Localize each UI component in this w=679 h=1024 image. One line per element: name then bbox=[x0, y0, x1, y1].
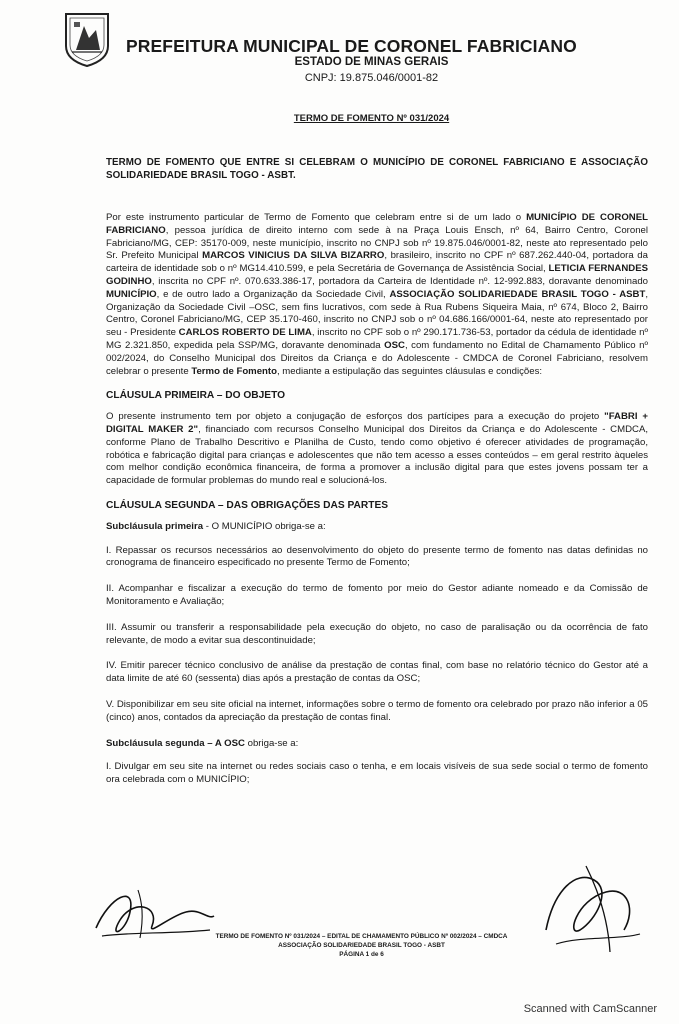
obligation-item: III. Assumir ou transferir a responsabilidade pela execução do objeto, no caso de paralisação ou da ocorrência de fato relevante, de modo a evitar sua descontinuidade; bbox=[106, 621, 648, 646]
preamble-text: , Organização da Sociedade Civil –OSC, sem fins lucrativos, com sede à Rua Rubens Siqueira Maia, nº 674, Bloco 2, Bairro Centro, Coronel Fabriciano/MG, CEP 35.170-460, inscrito no CNPJ sob o nº 04.686.166/0001-64, neste ato representado por seu - Presidente bbox=[106, 288, 648, 339]
preamble-text: , inscrito no CPF sob o nº 290.171.736-53, portador da cédula de identidade nº MG 2.321.850, expedida pela SSP/MG, doravante denominada bbox=[106, 327, 648, 351]
footer-line: ASSOCIAÇÃO SOLIDARIEDADE BRASIL TOGO - ASBT bbox=[278, 942, 445, 950]
subclause-2-title bbox=[106, 738, 648, 751]
obligation-item: I. Repassar os recursos necessários ao desenvolvimento do objeto do presente termo de fomento nas datas definidas no cronograma de financeiro especificado no presente Termo de Fomento; bbox=[106, 544, 648, 569]
preamble-text: , pessoa jurídica de direito interno com sede à na Praça Louis Ensch, nº 64, Bairro Centro, Coronel Fabriciano/MG, CEP: 35170-009, neste município, inscrito no CNPJ sob nº 19.875.046/0001-82, neste ato representado pelo Sr. Prefeito Municipal bbox=[106, 224, 648, 262]
preamble-text: , com fundamento no Edital de Chamamento Público nº 002/2024, do Conselho Municipal dos Direitos da Criança e do Adolescente - CMDCA de Coronel Fabriciano, resolvem celebrar o presente bbox=[106, 339, 648, 377]
clause-1-text: O presente instrumento tem por objeto a conjugação de esforços dos partícipes para a execução do projeto bbox=[106, 411, 605, 423]
subclause-1-label: Subcláusula primeira bbox=[106, 520, 204, 532]
project-name: "FABRI + DIGITAL MAKER 2" bbox=[106, 411, 648, 435]
obligation-item: V. Disponibilizar em seu site oficial na internet, informações sobre o termo de fomento ora celebrado por prazo não inferior a 05 (cinco) anos, contados da apreciação da prestação de contas final. bbox=[106, 698, 648, 723]
subclause-1-title bbox=[106, 521, 648, 534]
intro-heading: TERMO DE FOMENTO QUE ENTRE SI CELEBRAM O MUNICÍPIO DE CORONEL FABRICIANO E ASSOCIAÇÃO SOLIDARIEDADE BRASIL TOGO - ASBT. bbox=[106, 157, 648, 181]
clause-2-title: CLÁUSULA SEGUNDA – DAS OBRIGAÇÕES DAS PARTES bbox=[106, 499, 389, 511]
page-number: PÁGINA 1 de 6 bbox=[339, 951, 384, 959]
clause-1-title: CLÁUSULA PRIMEIRA – DO OBJETO bbox=[106, 390, 286, 402]
page-footer bbox=[0, 932, 679, 960]
cnpj-line: CNPJ: 19.875.046/0001-82 bbox=[304, 72, 439, 84]
document-title: TERMO DE FOMENTO Nº 031/2024 bbox=[293, 113, 450, 124]
preamble-bold: MUNICÍPIO bbox=[106, 288, 157, 300]
page-title: PREFEITURA MUNICIPAL DE CORONEL FABRICIANO bbox=[126, 36, 577, 56]
preamble-bold: MUNICÍPIO DE CORONEL FABRICIANO bbox=[106, 212, 648, 236]
osc-obligation-item: I. Divulgar em seu site na internet ou redes sociais caso o tenha, e em locais visíveis de sua sede social o termo de fomento ora celebrada com o MUNICÍPIO; bbox=[106, 761, 648, 786]
clause-1-text: , financiado com recursos Conselho Municipal dos Direitos da Criança e do Adolescente - CMDCA, conforme Plano de Trabalho Descritivo e Planilha de Custo, tendo como objetivo é oferecer atividades de programação, robótica e fabricação digital para crianças e adolescentes que não tem acesso a esses conteúdos – em geral restrito àqueles com melhor condição econômica financeira, de forma a promover a inclusão digital para que estes jovens possam ter a capacidade de formular problemas do mundo real e solucioná-los. bbox=[106, 423, 649, 487]
preamble-text: , e de outro lado a Organização da Sociedade Civil, bbox=[156, 288, 390, 300]
preamble-bold: Termo de Fomento bbox=[191, 365, 277, 377]
state-name: ESTADO DE MINAS GERAIS bbox=[294, 56, 449, 68]
preamble-bold: LETICIA FERNANDES GODINHO bbox=[106, 263, 648, 287]
preamble-bold: ASSOCIAÇÃO SOLIDARIEDADE BRASIL TOGO - ASBT bbox=[389, 288, 646, 300]
subclause-2-text: obriga-se a: bbox=[244, 737, 299, 749]
clause-1-paragraph bbox=[106, 411, 648, 488]
preamble-paragraph bbox=[106, 212, 648, 378]
subclause-1-text: - O MUNICÍPIO obriga-se a: bbox=[203, 520, 326, 532]
preamble-bold: OSC bbox=[384, 339, 405, 351]
preamble-text: , inscrita no CPF nº. 070.633.386-17, portadora da Carteira de Identidade nº. 12-992.883, doravante denominado bbox=[151, 275, 648, 287]
preamble-text: , mediante a estipulação das seguintes cláusulas e condições: bbox=[276, 365, 543, 377]
preamble-text: , brasileiro, inscrito no CPF nº 687.262.440-04, portadora da carteira de identidade sob o nº MG14.410.599, e pela Secretária de Governança de Assistência Social, bbox=[106, 250, 648, 275]
obligation-item: IV. Emitir parecer técnico conclusivo de análise da prestação de contas final, com base no relatório técnico do Gestor até a data limite de até 60 (sessenta) dias após a prestação de contas da OSC; bbox=[106, 660, 648, 685]
preamble-bold: MARCOS VINICIUS DA SILVA BIZARRO bbox=[202, 250, 385, 262]
footer-line: TERMO DE FOMENTO Nº 031/2024 – EDITAL DE CHAMAMENTO PÚBLICO Nº 002/2024 – CMDCA bbox=[215, 933, 508, 940]
preamble-bold: CARLOS ROBERTO DE LIMA bbox=[178, 327, 312, 339]
preamble-text: Por este instrumento particular de Termo de Fomento que celebram entre si de um lado o bbox=[106, 212, 527, 223]
obligation-item: II. Acompanhar e fiscalizar a execução do termo de fomento por meio do Gestor adiante nomeado e da Comissão de Monitoramento e Avaliação; bbox=[106, 583, 648, 607]
document-body bbox=[106, 156, 648, 800]
subclause-2-label: Subcláusula segunda – A OSC bbox=[106, 737, 245, 749]
scanner-watermark: Scanned with CamScanner bbox=[523, 1003, 657, 1015]
